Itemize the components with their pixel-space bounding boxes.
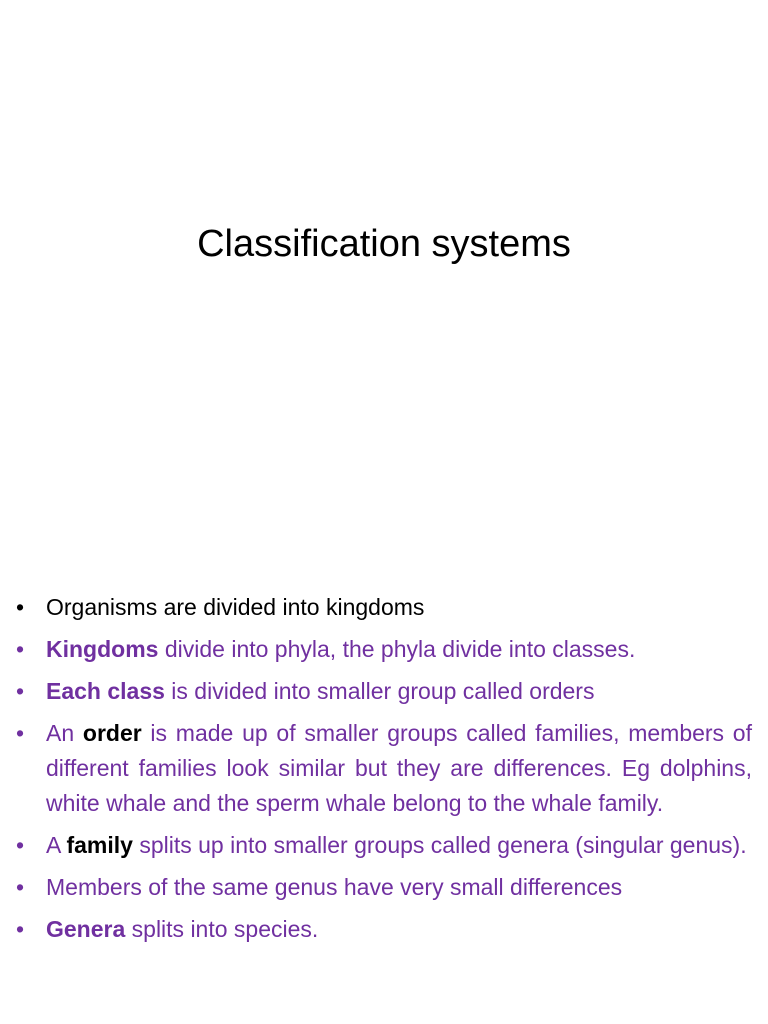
bullet-text: is divided into smaller group called orders	[164, 678, 595, 704]
slide-title: Classification systems	[197, 223, 571, 265]
bullet-dot-icon: •	[16, 594, 25, 620]
bullet-bold-term: Genera	[46, 916, 126, 942]
bullet-text: is made up of smaller groups called families, members of different families look similar but they are differences. Eg dolphins, white whale and the sperm whale belong to the whale family.	[46, 720, 752, 816]
bullet-text: splits up into smaller groups called genera (singular genus).	[132, 832, 747, 858]
bullet-list	[16, 590, 752, 954]
bullet-dot-icon: •	[16, 832, 25, 858]
bullet-text: splits into species.	[125, 916, 319, 942]
bullet-bold-term: Kingdoms	[46, 636, 159, 662]
bullet-item	[16, 590, 752, 625]
bullet-dot-icon: •	[16, 916, 25, 942]
bullet-bold-term: family	[66, 832, 133, 858]
bullet-bold-term: Each class	[46, 678, 165, 704]
bullet-item	[16, 716, 752, 821]
bullet-item	[16, 912, 752, 947]
bullet-text: divide into phyla, the phyla divide into classes.	[158, 636, 636, 662]
bullet-dot-icon: •	[16, 874, 25, 900]
bullet-dot-icon: •	[16, 678, 25, 704]
bullet-bold-term: order	[82, 720, 142, 746]
bullet-item	[16, 674, 752, 709]
bullet-item	[16, 632, 752, 667]
bullet-item	[16, 828, 752, 863]
bullet-prefix: A	[46, 832, 67, 858]
bullet-item	[16, 870, 752, 905]
bullet-text: Organisms are divided into kingdoms	[46, 594, 425, 620]
bullet-dot-icon: •	[16, 720, 25, 746]
bullet-dot-icon: •	[16, 636, 25, 662]
bullet-prefix: An	[46, 720, 83, 746]
bullet-text: Members of the same genus have very small differences	[46, 874, 623, 900]
